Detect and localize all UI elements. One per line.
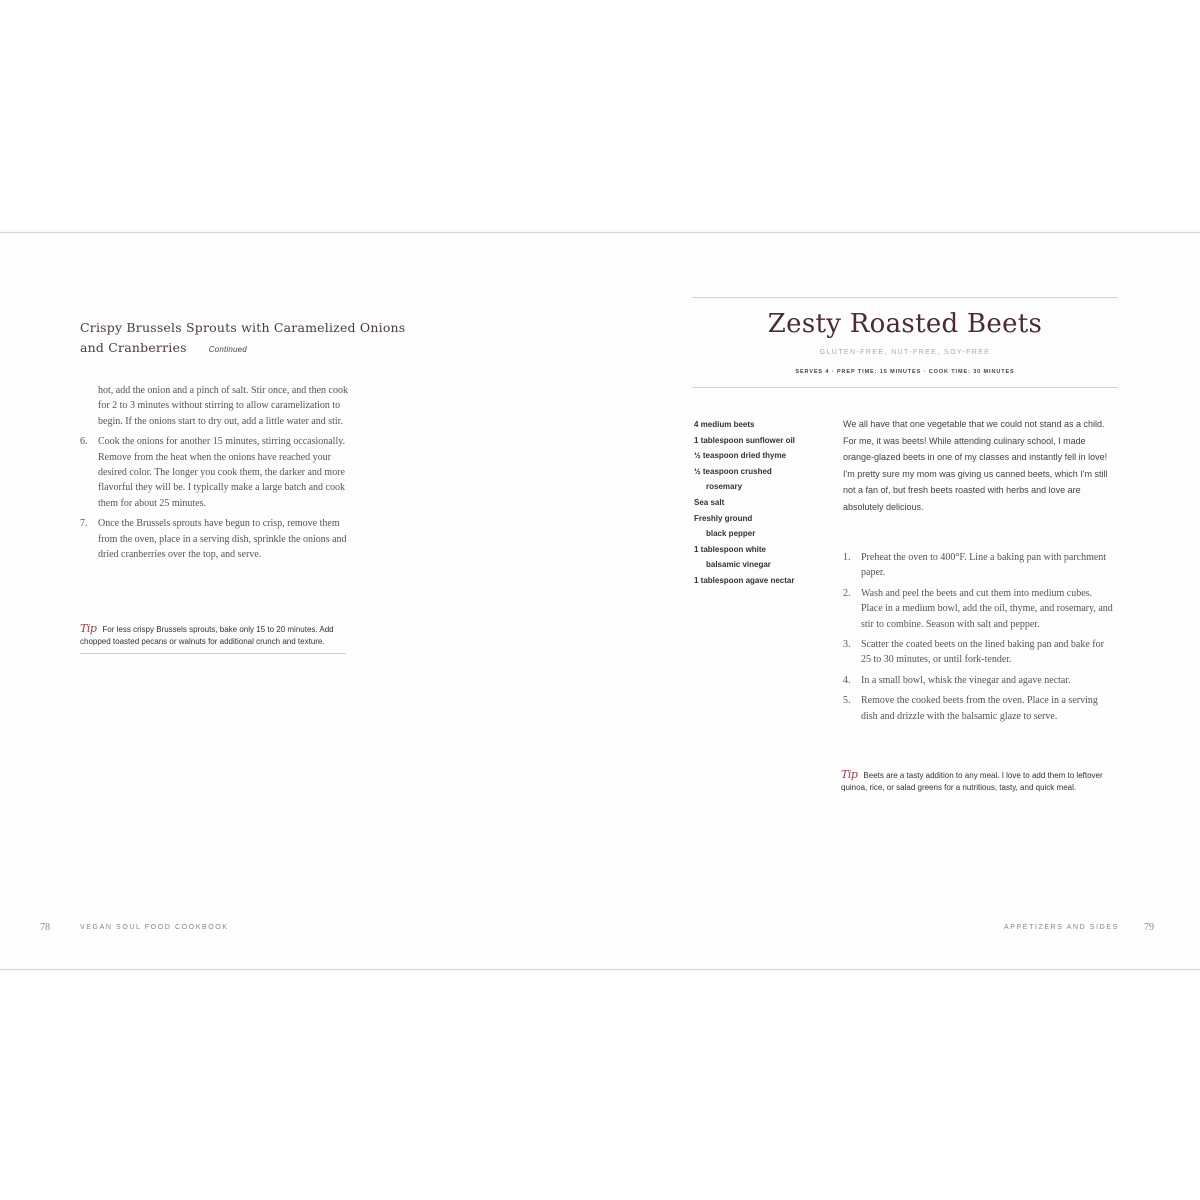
right-running-head: APPETIZERS AND SIDES: [1004, 924, 1119, 931]
ingredient-item: 1 tablespoon sunflower oil: [694, 435, 795, 445]
tip-label: Tip: [841, 768, 858, 781]
left-recipe-body: [80, 383, 360, 562]
left-tip-box: [80, 623, 350, 654]
step-text: Cook the onions for another 15 minutes, stirring occasionally. Remove from the heat when the onions have reached your desired color. The longer you cook them, the darker and more flavorful they will be. I typically make a large batch and cook them for about 25 minutes.: [98, 436, 346, 509]
step-number: 4.: [843, 674, 851, 686]
title-top-rule: [692, 297, 1118, 298]
book-spread: [0, 232, 1200, 970]
ingredient-item: 4 medium beets: [694, 420, 755, 429]
ingredient-item: ½ teaspoon crushed: [694, 466, 772, 476]
ingredient-item: 1 tablespoon agave nectar: [694, 575, 795, 585]
title-bottom-rule: [692, 387, 1118, 388]
right-folio: 79: [1144, 922, 1154, 933]
ingredient-item: 1 tablespoon white: [694, 544, 767, 554]
recipe-intro: We all have that one vegetable that we could not stand as a child. For me, it was beets! While attending culinary school, I made orange-glazed beets in one of my classes and instantly fell in love! I'm pretty sure my mom was giving us canned beets, which I'm still not a fan of, but fresh beets roasted with herbs and love are absolutely delicious.: [843, 419, 1108, 512]
step-text: Wash and peel the beets and cut them into medium cubes. Place in a medium bowl, add the oil, thyme, and rosemary, and stir to combine. Season with salt and pepper.: [861, 587, 1113, 630]
carryover-paragraph: hot, add the onion and a pinch of salt. Stir once, and then cook for 2 to 3 minutes without stirring to allow caramelization to begin. If the onions start to dry out, add a little water and stir.: [98, 385, 348, 427]
tip-text-block: [841, 769, 1111, 793]
ingredient-list: [694, 417, 826, 589]
tip-text: Beets are a tasty addition to any meal. I love to add them to leftover quinoa, rice, or salad greens for a nutritious, tasty, and quick meal.: [841, 771, 1103, 792]
step-number: 7.: [80, 518, 88, 530]
ingredient-item: rosemary: [706, 482, 743, 492]
ingredient-item: ½ teaspoon dried thyme: [694, 451, 787, 461]
step-item: [843, 586, 1115, 632]
step-number: 3.: [843, 639, 851, 651]
recipe-steps: [843, 545, 1115, 724]
recipe-meta: SERVES 4 · PREP TIME: 15 MINUTES · COOK TIME: 30 MINUTES: [795, 369, 1015, 375]
ingredient-item: Sea salt: [694, 497, 725, 507]
step-text: In a small bowl, whisk the vinegar and agave nectar.: [861, 674, 1071, 686]
step-item: [843, 637, 1115, 668]
step-number: 2.: [843, 587, 851, 599]
recipe-dietary-labels: GLUTEN-FREE, NUT-FREE, SOY-FREE: [819, 349, 991, 356]
step-text: Remove the cooked beets from the oven. Place in a serving dish and drizzle with the balsamic glaze to serve.: [861, 695, 1098, 722]
ingredient-item: black pepper: [706, 529, 756, 539]
tip-divider: [80, 653, 346, 654]
step-number: 1.: [843, 552, 851, 563]
recipe-title: Zesty Roasted Beets: [767, 309, 1043, 339]
step-item: [843, 693, 1115, 724]
ingredient-item: Freshly ground: [694, 513, 753, 523]
left-running-head: VEGAN SOUL FOOD COOKBOOK: [80, 924, 229, 931]
step-text: Once the Brussels sprouts have begun to crisp, remove them from the oven, place in a serving dish, sprinkle the onions and dried cranberries over the top, and serve.: [98, 518, 347, 561]
step-item: [80, 434, 360, 511]
step-item: [80, 516, 360, 562]
right-tip-box: [841, 769, 1111, 793]
ingredient-item: balsamic vinegar: [706, 560, 771, 570]
continued-recipe-title: [80, 318, 420, 360]
continued-title-text: Crispy Brussels Sprouts with Caramelized Onions and Cranberries: [80, 320, 406, 355]
tip-label: Tip: [80, 622, 97, 635]
tip-text: For less crispy Brussels sprouts, bake only 15 to 20 minutes. Add chopped toasted pecans or walnuts for additional crunch and texture.: [80, 625, 334, 646]
step-text: Preheat the oven to 400°F. Line a baking pan with parchment paper.: [861, 552, 1107, 579]
continued-label: Continued: [208, 345, 247, 354]
step-number: 5.: [843, 695, 851, 707]
left-folio: 78: [40, 922, 50, 933]
step-item: [843, 550, 1115, 581]
step-item: [843, 673, 1115, 688]
step-text: Scatter the coated beets on the lined baking pan and bake for 25 to 30 minutes, or until fork-tender.: [861, 639, 1104, 666]
step-number: 6.: [80, 436, 88, 448]
tip-text-block: [80, 623, 350, 647]
